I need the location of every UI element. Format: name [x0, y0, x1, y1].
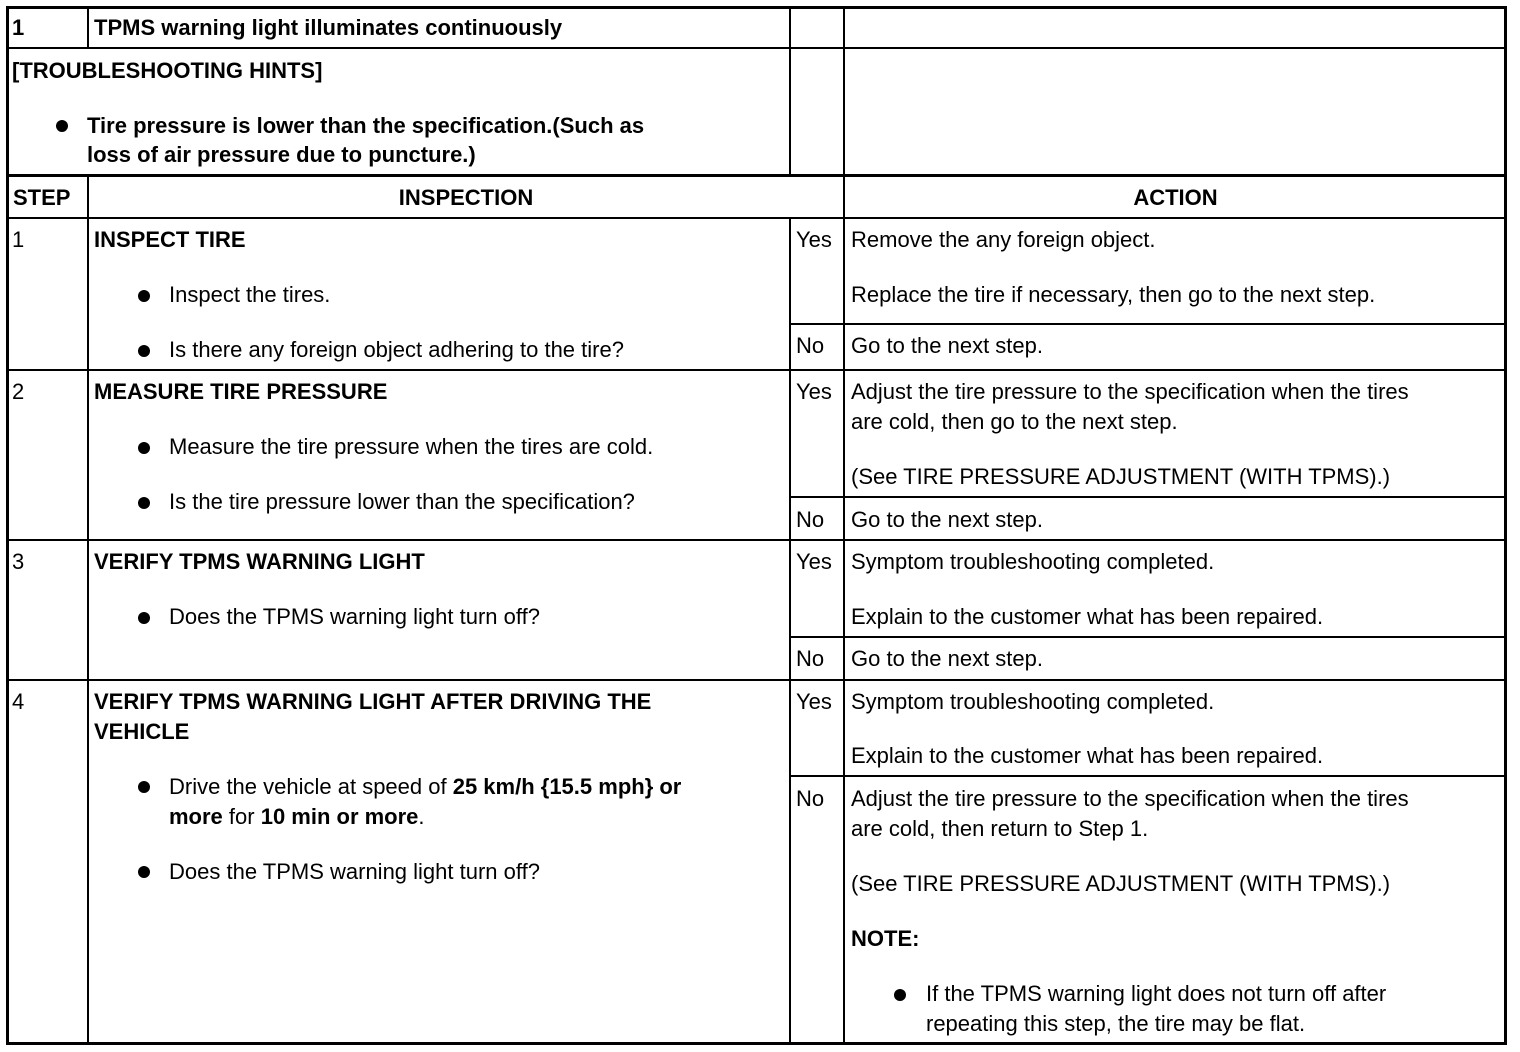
- no-label: No: [796, 646, 825, 671]
- action-text: Go to the next step.: [851, 507, 1044, 532]
- action-text: Go to the next step.: [851, 646, 1044, 671]
- bullet-icon: [138, 345, 150, 357]
- procedure-number: 1: [12, 15, 25, 40]
- inspection-item: Is there any foreign object adhering to the tire?: [169, 337, 624, 362]
- bullet-icon: [138, 781, 150, 793]
- bullet-icon: [894, 989, 906, 1001]
- row-divider: [789, 323, 1506, 325]
- col-divider: [843, 8, 845, 1044]
- action-text: Remove the any foreign object.: [851, 227, 1156, 252]
- hints-heading: [TROUBLESHOOTING HINTS]: [12, 58, 323, 83]
- action-text: are cold, then go to the next step.: [851, 409, 1178, 434]
- row-divider: [8, 539, 1506, 541]
- action-text: Symptom troubleshooting completed.: [851, 689, 1215, 714]
- bullet-icon: [56, 120, 68, 132]
- yes-label: Yes: [796, 689, 832, 714]
- row-divider: [8, 679, 1506, 681]
- hint-text: Tire pressure is lower than the specification.(Such as: [87, 113, 645, 138]
- inspection-item: Inspect the tires.: [169, 282, 331, 307]
- bullet-icon: [138, 866, 150, 878]
- inspection-item: Is the tire pressure lower than the specification?: [169, 489, 635, 514]
- bullet-icon: [138, 612, 150, 624]
- yes-label: Yes: [796, 549, 832, 574]
- note-label: NOTE:: [851, 926, 920, 951]
- action-text: Replace the tire if necessary, then go to the next step.: [851, 282, 1376, 307]
- no-label: No: [796, 333, 825, 358]
- yes-label: Yes: [796, 227, 832, 252]
- bullet-icon: [138, 497, 150, 509]
- row-divider: [789, 775, 1506, 777]
- step-title: VERIFY TPMS WARNING LIGHT AFTER DRIVING THE: [94, 689, 652, 714]
- col-divider: [789, 8, 791, 176]
- note-text: repeating this step, the tire may be flat.: [926, 1011, 1306, 1036]
- row-divider: [789, 496, 1506, 498]
- step-title: INSPECT TIRE: [94, 227, 246, 252]
- bullet-icon: [138, 442, 150, 454]
- step-title: MEASURE TIRE PRESSURE: [94, 379, 388, 404]
- col-divider: [87, 176, 89, 1044]
- bullet-icon: [138, 290, 150, 302]
- column-header-action: ACTION: [1133, 185, 1218, 210]
- action-text: (See TIRE PRESSURE ADJUSTMENT (WITH TPMS).): [851, 871, 1391, 896]
- inspection-item: Measure the tire pressure when the tires are cold.: [169, 434, 654, 459]
- step-number: 3: [12, 549, 25, 574]
- row-divider: [8, 217, 1506, 219]
- step-number: 1: [12, 227, 25, 252]
- action-text: are cold, then return to Step 1.: [851, 816, 1149, 841]
- action-text: Go to the next step.: [851, 333, 1044, 358]
- action-text: Symptom troubleshooting completed.: [851, 549, 1215, 574]
- no-label: No: [796, 507, 825, 532]
- row-divider: [8, 174, 1506, 177]
- action-text: Adjust the tire pressure to the specification when the tires: [851, 379, 1409, 404]
- inspection-item: Drive the vehicle at speed of 25 km/h {15.5 mph} or: [169, 774, 682, 799]
- col-divider: [87, 8, 89, 48]
- row-divider: [789, 636, 1506, 638]
- action-text: Explain to the customer what has been repaired.: [851, 604, 1324, 629]
- column-header-step: STEP: [13, 185, 71, 210]
- inspection-item: more for 10 min or more.: [169, 804, 425, 829]
- column-header-inspection: INSPECTION: [398, 185, 534, 210]
- step-number: 2: [12, 379, 25, 404]
- action-text: Adjust the tire pressure to the specification when the tires: [851, 786, 1409, 811]
- row-divider: [8, 369, 1506, 371]
- col-divider: [789, 218, 791, 1044]
- inspection-item: Does the TPMS warning light turn off?: [169, 859, 540, 884]
- step-number: 4: [12, 689, 25, 714]
- inspection-item: Does the TPMS warning light turn off?: [169, 604, 540, 629]
- no-label: No: [796, 786, 825, 811]
- step-title: VERIFY TPMS WARNING LIGHT: [94, 549, 425, 574]
- action-text: (See TIRE PRESSURE ADJUSTMENT (WITH TPMS).): [851, 464, 1391, 489]
- row-divider: [8, 47, 1506, 49]
- hint-text: loss of air pressure due to puncture.): [87, 142, 476, 167]
- note-text: If the TPMS warning light does not turn off after: [926, 981, 1387, 1006]
- yes-label: Yes: [796, 379, 832, 404]
- procedure-title: TPMS warning light illuminates continuously: [94, 15, 563, 40]
- action-text: Explain to the customer what has been repaired.: [851, 743, 1324, 768]
- step-title: VEHICLE: [94, 719, 190, 744]
